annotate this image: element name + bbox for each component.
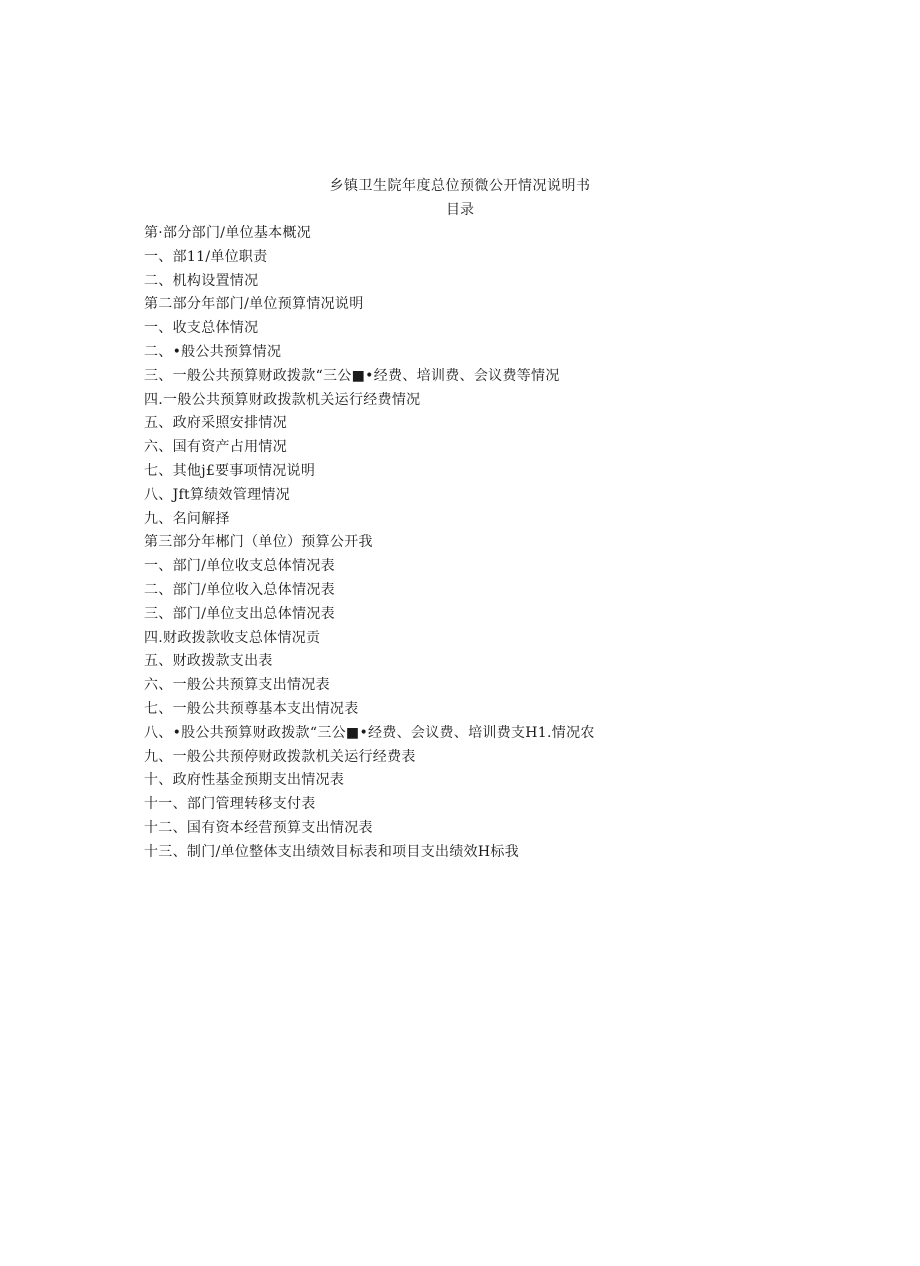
toc-item: 十三、制门/单位整体支出绩效目标表和项目支出绩效H标我 (144, 843, 520, 860)
toc-item: 八、Jft算绩效管理情况 (144, 486, 291, 503)
toc-item: 八、•股公共预算财政拨款“三公■•经费、会议费、培训费支H1.情况农 (144, 724, 595, 741)
toc-item: 六、国有资产占用情况 (144, 439, 287, 456)
toc-item: 七、其他j£要事项情况说明 (144, 462, 316, 479)
toc-heading: 目录 (446, 202, 474, 218)
toc-item: 三、部门/单位支出总体情况表 (144, 605, 335, 622)
toc-item: 七、一般公共预尊基本支出情况表 (144, 700, 359, 717)
toc-item: 九、一般公共预停财政拨款机关运行经费表 (144, 748, 416, 765)
toc-item: 九、名问解择 (144, 510, 230, 527)
toc-item: 二、部门/单位收入总体情况表 (144, 581, 335, 598)
toc-item: 四.一般公共预算财政拨款机关运行经费情况 (144, 391, 421, 408)
toc-item: 三、一般公共预算财政拨款“三公■•经费、培训费、会议费等情况 (144, 367, 560, 384)
toc-item: 第二部分年部门/单位预算情况说明 (144, 296, 364, 313)
table-of-contents (144, 222, 784, 865)
toc-item: 十二、国有资本经营预算支出情况表 (144, 819, 373, 836)
toc-item: 六、一般公共预算支出情况表 (144, 677, 330, 694)
toc-item: 二、•般公共预算情况 (144, 343, 282, 360)
toc-item: 第·部分部门/单位基本概况 (144, 225, 312, 241)
toc-item: 四.财政拨款收支总体情况贡 (144, 629, 321, 646)
toc-item: 十、政府性基金预期支出情况表 (144, 772, 345, 789)
toc-item: 五、政府采照安排情况 (144, 415, 287, 432)
toc-item: 五、财政拨款支出表 (144, 653, 273, 670)
document-title: 乡镇卫生院年度总位预微公开情况说明书 (329, 178, 591, 194)
toc-item: 第三部分年郴门（单位）预算公开我 (144, 534, 373, 551)
toc-item: 一、收支总体情况 (144, 320, 259, 337)
toc-item: 十一、部门管理转移支付表 (144, 796, 316, 813)
toc-item: 一、部门/单位收支总体情况表 (144, 558, 335, 575)
toc-item: 二、机构设置情况 (144, 272, 259, 289)
toc-item: 一、部11/单位职责 (144, 248, 268, 265)
